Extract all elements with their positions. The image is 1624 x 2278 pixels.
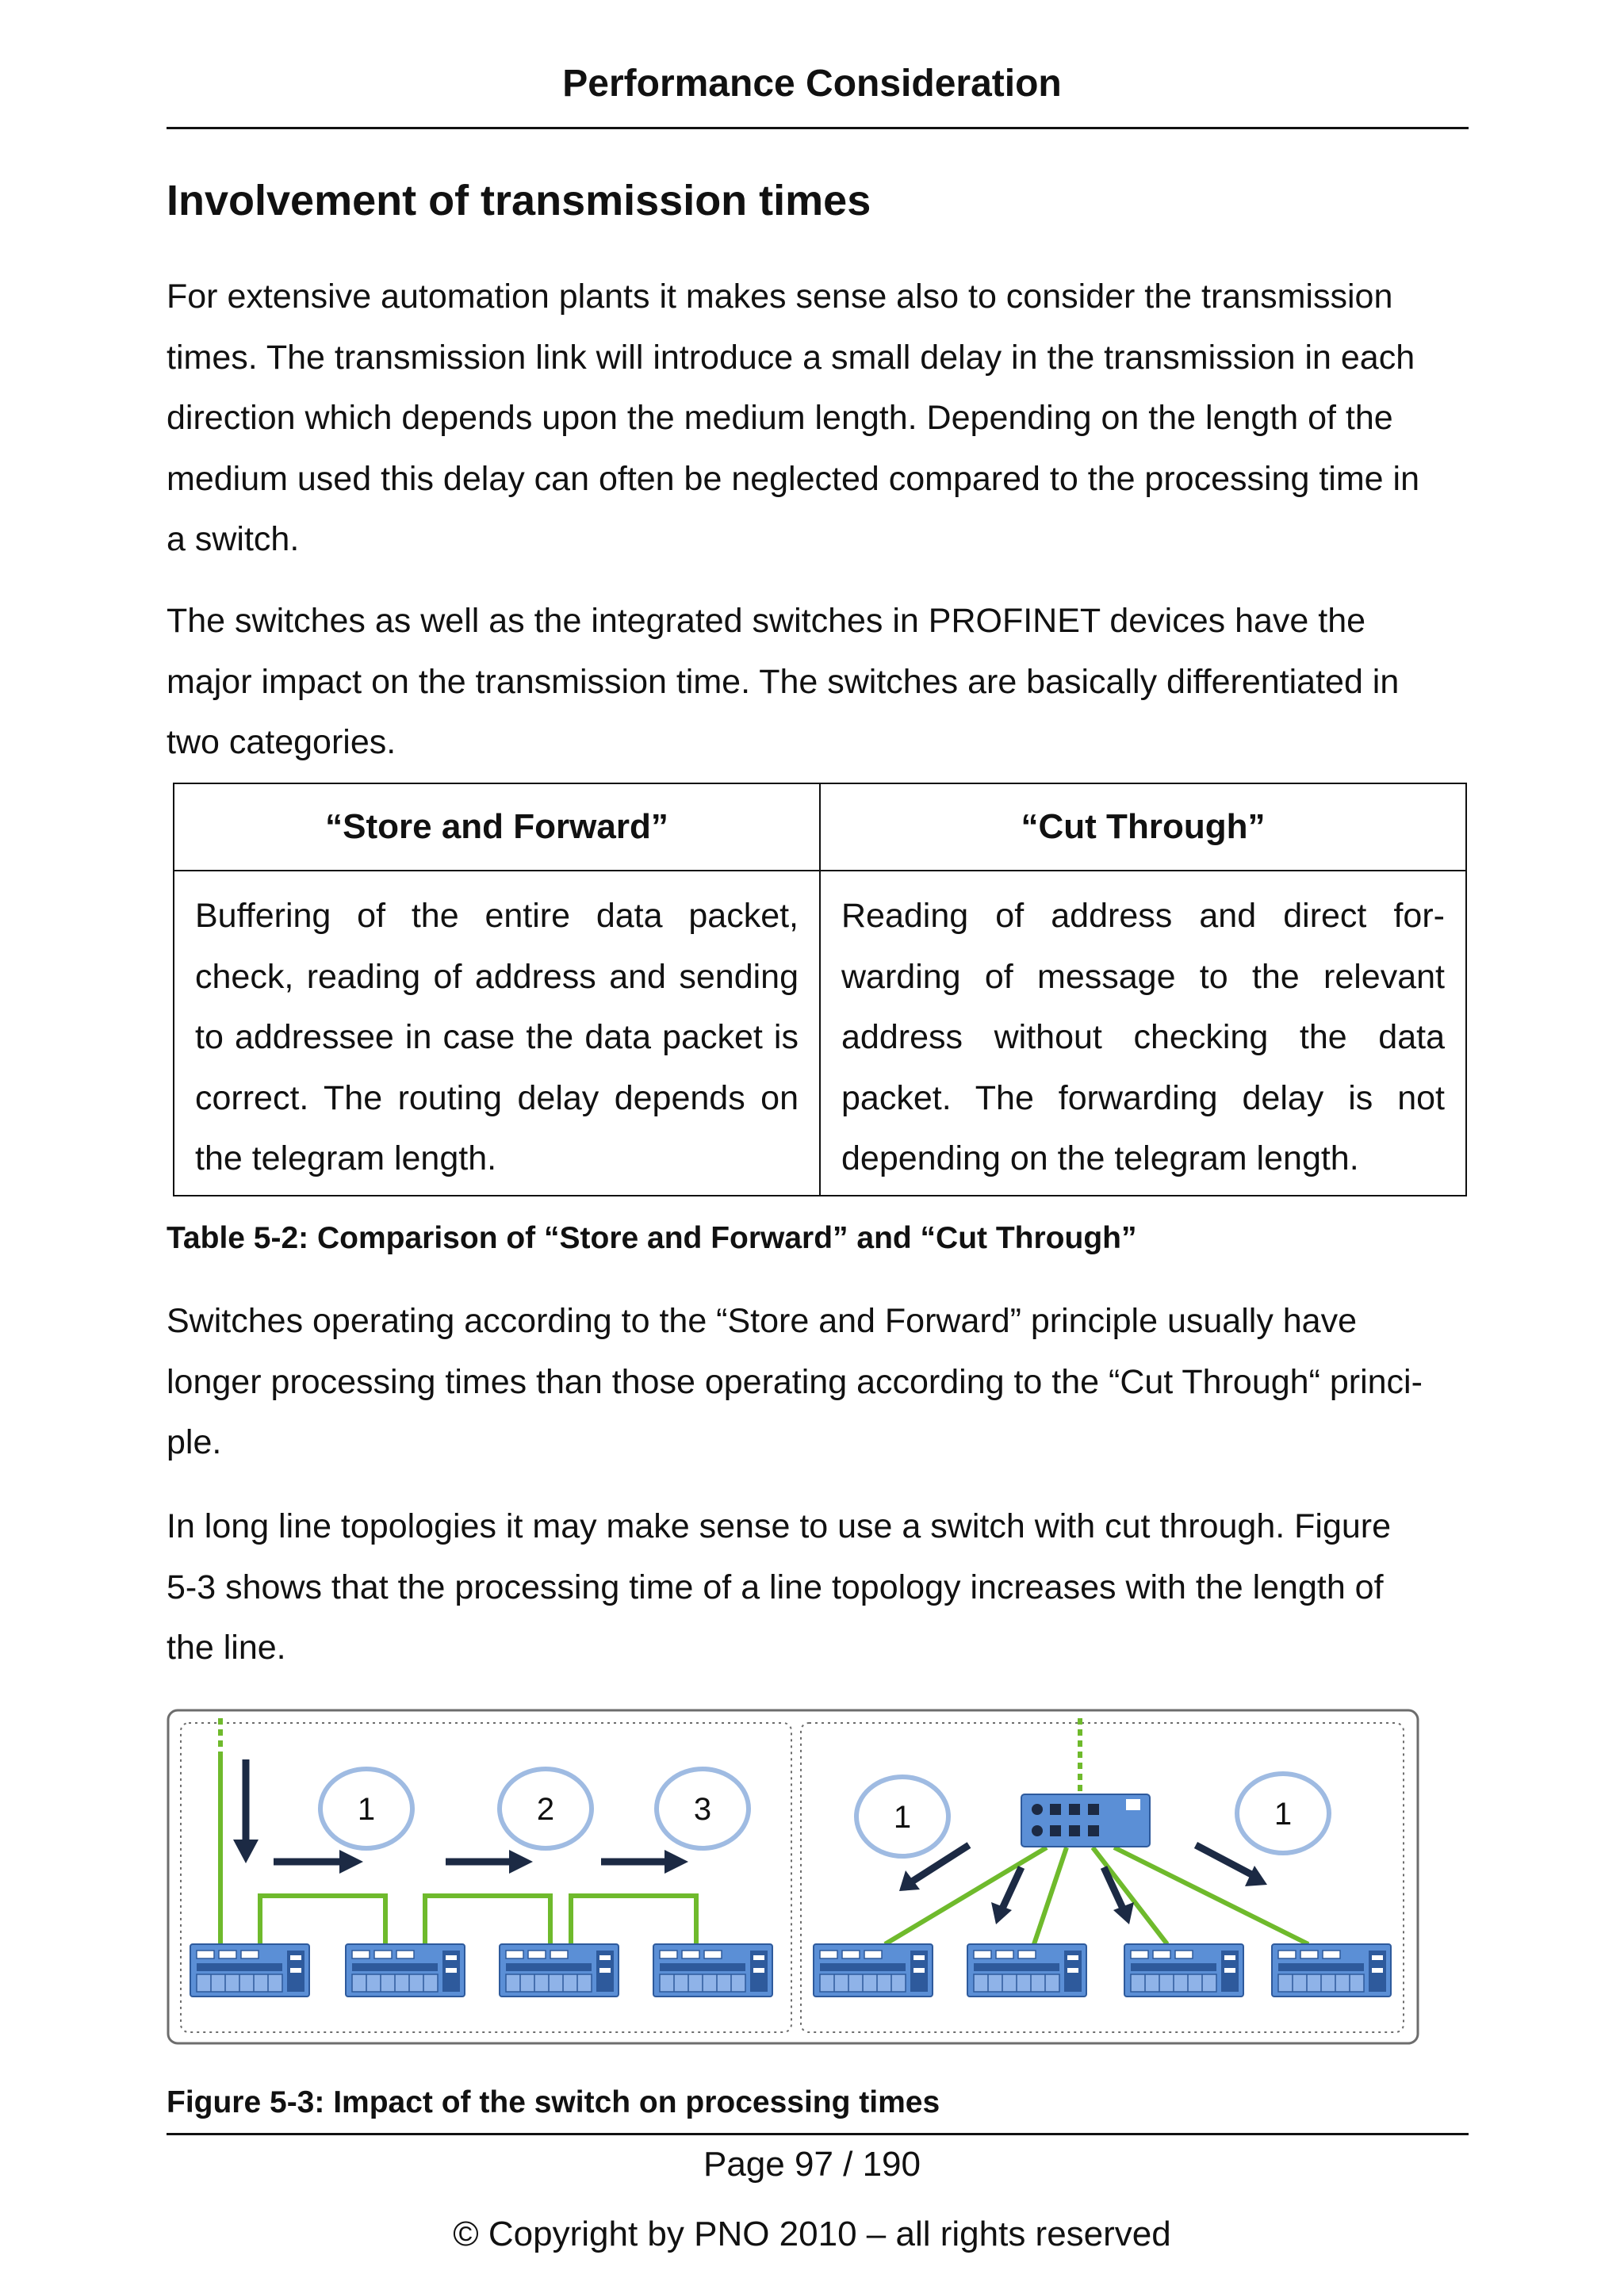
field-device-icon (814, 1944, 933, 1997)
step-label: 2 (536, 1792, 555, 1827)
table-row (174, 871, 1466, 1196)
field-device-icon (1272, 1944, 1391, 1997)
footer-rule (167, 2133, 1469, 2135)
paragraph-2 (167, 591, 1473, 773)
page-header: Performance Consideration (562, 63, 1062, 105)
paragraph-1 (167, 266, 1473, 570)
field-device-icon (1124, 1944, 1243, 1997)
paragraph-line: ple. (167, 1423, 222, 1461)
page-number: Page 97 / 190 (703, 2145, 921, 2184)
table-header-store-forward: “Store and Forward” (174, 783, 820, 871)
switch-icon (1021, 1794, 1150, 1847)
table-header-row (174, 783, 1466, 871)
table-cell-store-forward: Buffering of the entire data packet, check, reading of address and sending to addressee in case the data packet is correct. The routing delay depends on the telegram length. (174, 871, 820, 1196)
paragraph-line: The switches as well as the integrated switches in PROFINET devices have the (167, 602, 1366, 640)
figure-caption: Figure 5-3: Impact of the switch on processing times (167, 2085, 940, 2119)
paragraph-4 (167, 1496, 1473, 1679)
table-caption: Table 5-2: Comparison of “Store and Forward” and “Cut Through” (167, 1221, 1137, 1255)
step-label: 1 (357, 1792, 376, 1827)
step-label: 1 (893, 1800, 912, 1835)
paragraph-line: 5-3 shows that the processing time of a line topology increases with the length of (167, 1568, 1384, 1606)
paragraph-line: two categories. (167, 723, 396, 761)
copyright: © Copyright by PNO 2010 – all rights reserved (453, 2215, 1171, 2253)
field-device-icon (346, 1944, 465, 1997)
field-device-icon (967, 1944, 1086, 1997)
paragraph-line: major impact on the transmission time. The switches are basically differentiated in (167, 662, 1400, 701)
paragraph-3 (167, 1291, 1473, 1473)
paragraph-line: the line. (167, 1629, 286, 1667)
field-device-icon (190, 1944, 309, 1997)
field-device-icon (500, 1944, 619, 1997)
step-label: 3 (693, 1792, 712, 1827)
topology-figure (167, 1709, 1419, 2046)
paragraph-line: a switch. (167, 520, 300, 558)
step-label: 1 (1274, 1797, 1293, 1832)
paragraph-line: Switches operating according to the “Store and Forward” principle usually have (167, 1302, 1358, 1340)
field-device-icon (653, 1944, 772, 1997)
section-heading: Involvement of transmission times (167, 177, 871, 224)
paragraph-line: longer processing times than those operating according to the “Cut Through“ princi- (167, 1362, 1423, 1401)
header-rule (167, 127, 1469, 129)
paragraph-line: For extensive automation plants it makes sense also to consider the transmission (167, 278, 1393, 316)
table-cell-cut-through: Reading of address and direct for-warding of message to the relevant address without checking the data packet. The forwarding delay is not depending on the telegram length. (820, 871, 1466, 1196)
paragraph-line: medium used this delay can often be neglected compared to the processing time in (167, 459, 1419, 498)
paragraph-line: direction which depends upon the medium length. Depending on the length of the (167, 399, 1393, 437)
paragraph-line: In long line topologies it may make sense to use a switch with cut through. Figure (167, 1507, 1392, 1545)
paragraph-line: times. The transmission link will introduce a small delay in the transmission in each (167, 338, 1415, 377)
table-header-cut-through: “Cut Through” (820, 783, 1466, 871)
comparison-table (173, 783, 1467, 1196)
